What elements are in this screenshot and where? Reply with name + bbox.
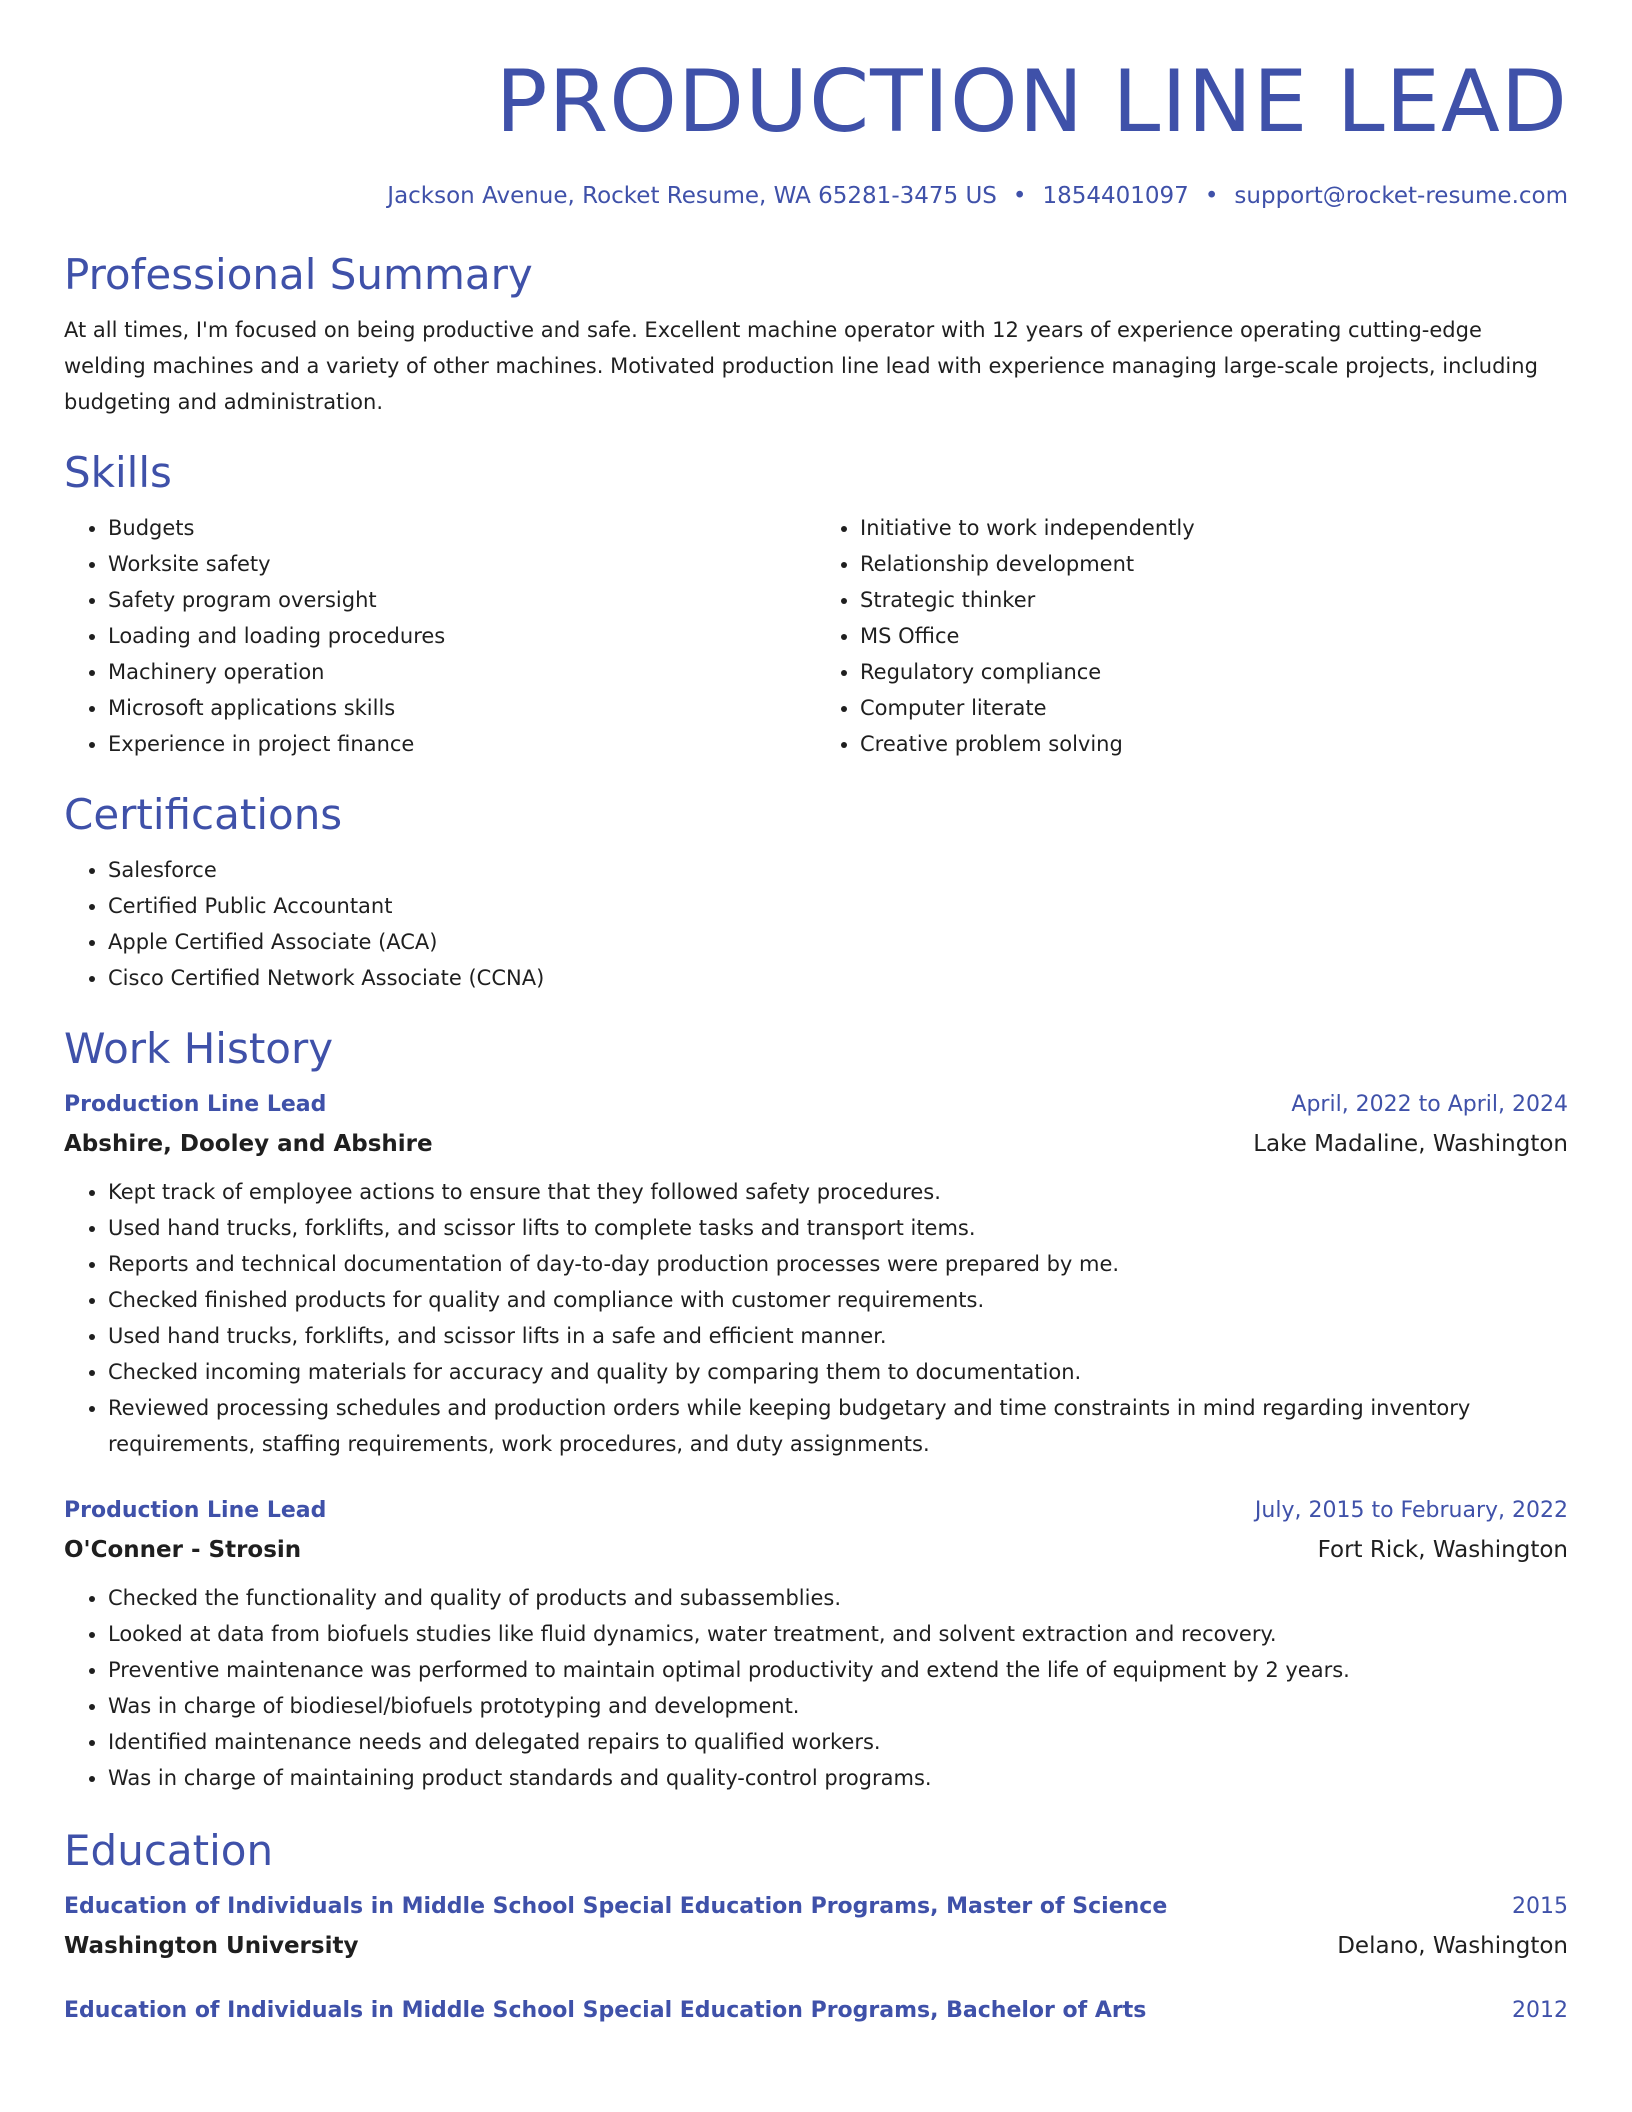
education-school: Washington University xyxy=(64,1933,359,1959)
job-company: Abshire, Dooley and Abshire xyxy=(64,1131,433,1157)
job-dates: April, 2022 to April, 2024 xyxy=(1291,1092,1568,1117)
job-title: Production Line Lead xyxy=(64,1092,327,1117)
skill-item: • Regulatory compliance xyxy=(860,654,1568,690)
education-entry xyxy=(64,1888,1568,1966)
skills-column-left xyxy=(64,510,816,762)
page-title: PRODUCTION LINE LEAD xyxy=(495,52,1568,152)
job-header xyxy=(64,1492,1568,1530)
job-location: Lake Madaline, Washington xyxy=(1253,1131,1568,1157)
contact-separator: • xyxy=(1204,183,1219,209)
education-entry xyxy=(64,1992,1568,2030)
education-subheader xyxy=(64,1926,1568,1966)
certifications-section xyxy=(64,790,1568,996)
job-dates: July, 2015 to February, 2022 xyxy=(1254,1498,1568,1523)
job-subheader xyxy=(64,1530,1568,1570)
job-duty: • Checked finished products for quality and compliance with customer requirements. xyxy=(108,1282,1568,1318)
job-entry xyxy=(64,1086,1568,1462)
summary-text: At all times, I'm focused on being productive and safe. Excellent machine operator with 12 years of experience operating cutting-edge welding machines and a variety of other machines. Motivated production line lead with experience managing large-scale projects, including budgeting and administration. xyxy=(64,318,1538,414)
education-year: 2012 xyxy=(1512,1998,1568,2023)
skills-section xyxy=(64,448,1568,762)
work-history-section xyxy=(64,1024,1568,1796)
job-title: Production Line Lead xyxy=(64,1498,327,1523)
skills-list-right xyxy=(816,510,1568,762)
job-duties xyxy=(64,1580,1568,1796)
education-degree: Education of Individuals in Middle School Special Education Programs, Master of Science xyxy=(64,1894,1168,1919)
job-duty: • Checked incoming materials for accuracy and quality by comparing them to documentation. xyxy=(108,1354,1568,1390)
skill-item: • Strategic thinker xyxy=(860,582,1568,618)
contact-phone: 1854401097 xyxy=(1042,183,1189,209)
job-duty: • Used hand trucks, forklifts, and scissor lifts to complete tasks and transport items. xyxy=(108,1210,1568,1246)
skills-heading: Skills xyxy=(64,448,172,497)
certification-item: • Apple Certified Associate (ACA) xyxy=(108,924,1568,960)
certification-item: • Cisco Certified Network Associate (CCNA) xyxy=(108,960,1568,996)
job-entry xyxy=(64,1492,1568,1796)
certifications-list xyxy=(64,852,1568,996)
job-duty: • Preventive maintenance was performed to maintain optimal productivity and extend the life of equipment by 2 years. xyxy=(108,1652,1568,1688)
job-location: Fort Rick, Washington xyxy=(1317,1537,1568,1563)
skills-grid xyxy=(64,510,1568,762)
job-duty: • Was in charge of maintaining product standards and quality-control programs. xyxy=(108,1760,1568,1796)
skill-item: • Computer literate xyxy=(860,690,1568,726)
skill-item: • Safety program oversight xyxy=(108,582,816,618)
contact-line xyxy=(64,180,1568,212)
certification-item: • Certified Public Accountant xyxy=(108,888,1568,924)
skill-item: • Initiative to work independently xyxy=(860,510,1568,546)
education-degree: Education of Individuals in Middle School Special Education Programs, Bachelor of Arts xyxy=(64,1998,1147,2023)
job-header xyxy=(64,1086,1568,1124)
certification-item: • Salesforce xyxy=(108,852,1568,888)
job-company: O'Conner - Strosin xyxy=(64,1537,302,1563)
certifications-heading: Certifications xyxy=(64,790,343,839)
job-duty: • Used hand trucks, forklifts, and scissor lifts in a safe and efficient manner. xyxy=(108,1318,1568,1354)
skill-item: • Experience in project finance xyxy=(108,726,816,762)
skill-item: • Worksite safety xyxy=(108,546,816,582)
work-history-heading: Work History xyxy=(64,1024,334,1073)
job-duty: • Was in charge of biodiesel/biofuels prototyping and development. xyxy=(108,1688,1568,1724)
skill-item: • Microsoft applications skills xyxy=(108,690,816,726)
skill-item: • Loading and loading procedures xyxy=(108,618,816,654)
job-duties xyxy=(64,1174,1568,1462)
skill-item: • Creative problem solving xyxy=(860,726,1568,762)
education-header xyxy=(64,1888,1568,1926)
summary-heading: Professional Summary xyxy=(64,250,533,299)
education-location: Delano, Washington xyxy=(1337,1933,1568,1959)
contact-separator: • xyxy=(1012,183,1027,209)
job-duty: • Checked the functionality and quality of products and subassemblies. xyxy=(108,1580,1568,1616)
job-duty: • Identified maintenance needs and delegated repairs to qualified workers. xyxy=(108,1724,1568,1760)
skill-item: • Budgets xyxy=(108,510,816,546)
education-header xyxy=(64,1992,1568,2030)
skill-item: • MS Office xyxy=(860,618,1568,654)
job-duty: • Reports and technical documentation of day-to-day production processes were prepared by me. xyxy=(108,1246,1568,1282)
education-year: 2015 xyxy=(1512,1894,1568,1919)
job-subheader xyxy=(64,1124,1568,1164)
skills-list-left xyxy=(64,510,816,762)
skill-item: • Machinery operation xyxy=(108,654,816,690)
education-heading: Education xyxy=(64,1826,274,1875)
job-duty: • Kept track of employee actions to ensure that they followed safety procedures. xyxy=(108,1174,1568,1210)
contact-email[interactable]: support@rocket-resume.com xyxy=(1234,183,1568,209)
contact-address: Jackson Avenue, Rocket Resume, WA 65281-3475 US xyxy=(387,183,997,209)
summary-section xyxy=(64,250,1568,420)
job-duty: • Reviewed processing schedules and production orders while keeping budgetary and time constraints in mind regarding inventory requirements, staffing requirements, work procedures, and duty assignments. xyxy=(108,1390,1568,1462)
skills-column-right xyxy=(816,510,1568,762)
education-section xyxy=(64,1826,1568,2030)
job-duty: • Looked at data from biofuels studies like fluid dynamics, water treatment, and solvent extraction and recovery. xyxy=(108,1616,1568,1652)
skill-item: • Relationship development xyxy=(860,546,1568,582)
